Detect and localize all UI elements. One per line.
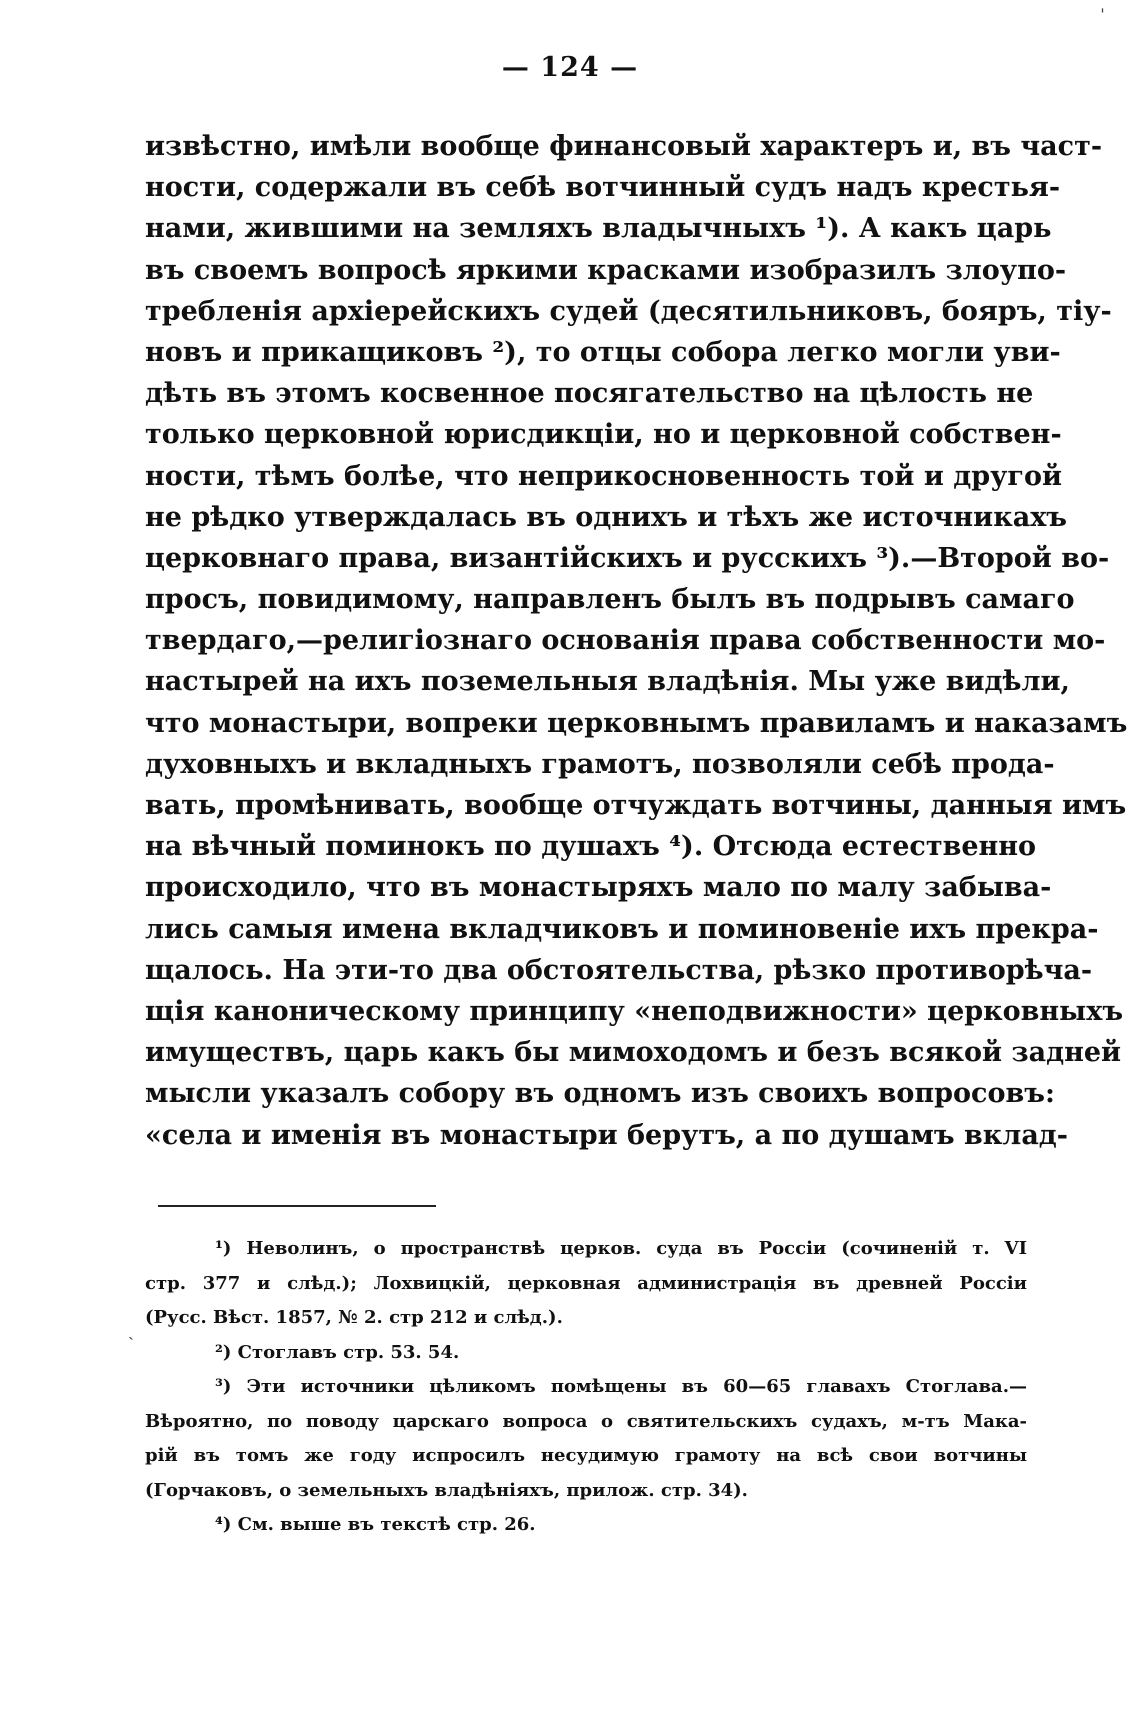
text-line: духовныхъ и вкладныхъ грамотъ, позволяли себѣ прода- <box>145 748 1055 780</box>
text-line: твердаго,—религіознаго основанія права собственности мо- <box>145 625 1106 657</box>
text-line: нами, жившими на земляхъ владычныхъ ¹). А какъ царь <box>145 213 1052 245</box>
footnote-divider <box>158 1205 436 1207</box>
footnote-1-line: (Русс. Вѣст. 1857, № 2. стр 212 и слѣд.). <box>145 1307 563 1328</box>
footnote-1-line: ¹) Неволинъ, о пространствѣ церков. суда въ Россіи (сочиненій т. VI <box>215 1238 1027 1259</box>
body-text <box>145 126 1128 1156</box>
text-line: дѣть въ этомъ косвенное посягательство на цѣлость не <box>145 378 1034 410</box>
text-line: происходило, что въ монастыряхъ мало по малу забыва- <box>145 872 1052 904</box>
text-line: настырей на ихъ поземельныя владѣнія. Мы уже видѣли, <box>145 666 1070 698</box>
scan-mark: ˏ <box>128 1320 134 1341</box>
footnote-3-line: ³) Эти источники цѣликомъ помѣщены въ 60—65 главахъ Стоглава.— <box>215 1376 1027 1397</box>
text-line: что монастыри, вопреки церковнымъ правиламъ и наказамъ <box>145 707 1128 739</box>
text-line: щалось. На эти-то два обстоятельства, рѣзко противорѣча- <box>145 954 1093 986</box>
scan-mark: ˈ <box>1100 6 1105 27</box>
footnote-3-line: рій въ томъ же году испросилъ несудимую грамоту на всѣ свои вотчины <box>145 1445 1027 1466</box>
text-line: на вѣчный поминокъ по душахъ ⁴). Отсюда естественно <box>145 831 1037 863</box>
footnote-3-line: Вѣроятно, по поводу царскаго вопроса о святительскихъ судахъ, м-тъ Мака- <box>145 1410 1027 1432</box>
text-line: «села и именія въ монастыри берутъ, а по душамъ вклад- <box>145 1119 1069 1151</box>
text-line: щія каноническому принципу «неподвижности» церковныхъ <box>145 995 1124 1027</box>
text-line: просъ, повидимому, направленъ былъ въ подрывъ самаго <box>145 584 1075 616</box>
text-line: извѣстно, имѣли вообще финансовый характеръ и, въ част- <box>145 131 1103 162</box>
text-line: вать, промѣнивать, вообще отчуждать вотчины, данныя имъ <box>145 790 1127 821</box>
text-line: новъ и прикащиковъ ²), то отцы собора легко могли уви- <box>145 336 1061 368</box>
text-line: имуществъ, царь какъ бы мимоходомъ и безъ всякой задней <box>145 1037 1122 1069</box>
footnotes <box>145 1232 1027 1543</box>
text-line: церковнаго права, византійскихъ и русскихъ ³).—Второй во- <box>145 542 1110 574</box>
text-line: не рѣдко утверждалась въ однихъ и тѣхъ же источникахъ <box>145 501 1068 533</box>
footnote-2-line: ²) Стоглавъ стр. 53. 54. <box>215 1341 460 1363</box>
text-line: лись самыя имена вкладчиковъ и поминовеніе ихъ прекра- <box>145 913 1099 945</box>
text-line: ности, тѣмъ болѣе, что неприкосновенность той и другой <box>145 460 1062 492</box>
text-line: мысли указалъ собору въ одномъ изъ своихъ вопросовъ: <box>145 1078 1055 1110</box>
text-line: ности, содержали въ себѣ вотчинный судъ надъ крестья- <box>145 172 1061 204</box>
text-line: только церковной юрисдикціи, но и церковной собствен- <box>145 419 1062 451</box>
page-number: — 124 — <box>501 52 639 83</box>
text-line: требленія архіерейскихъ судей (десятильниковъ, бояръ, тіу- <box>145 295 1112 327</box>
footnote-3-line: (Горчаковъ, о земельныхъ владѣніяхъ, прилож. стр. 34). <box>145 1479 748 1501</box>
text-line: въ своемъ вопросѣ яркими красками изобразилъ злоупо- <box>145 254 1067 286</box>
footnote-1-line: стр. 377 и слѣд.); Лохвицкій, церковная администрація въ древней Россіи <box>145 1272 1027 1294</box>
footnote-4-line: ⁴) См. выше въ текстѣ стр. 26. <box>215 1514 536 1535</box>
